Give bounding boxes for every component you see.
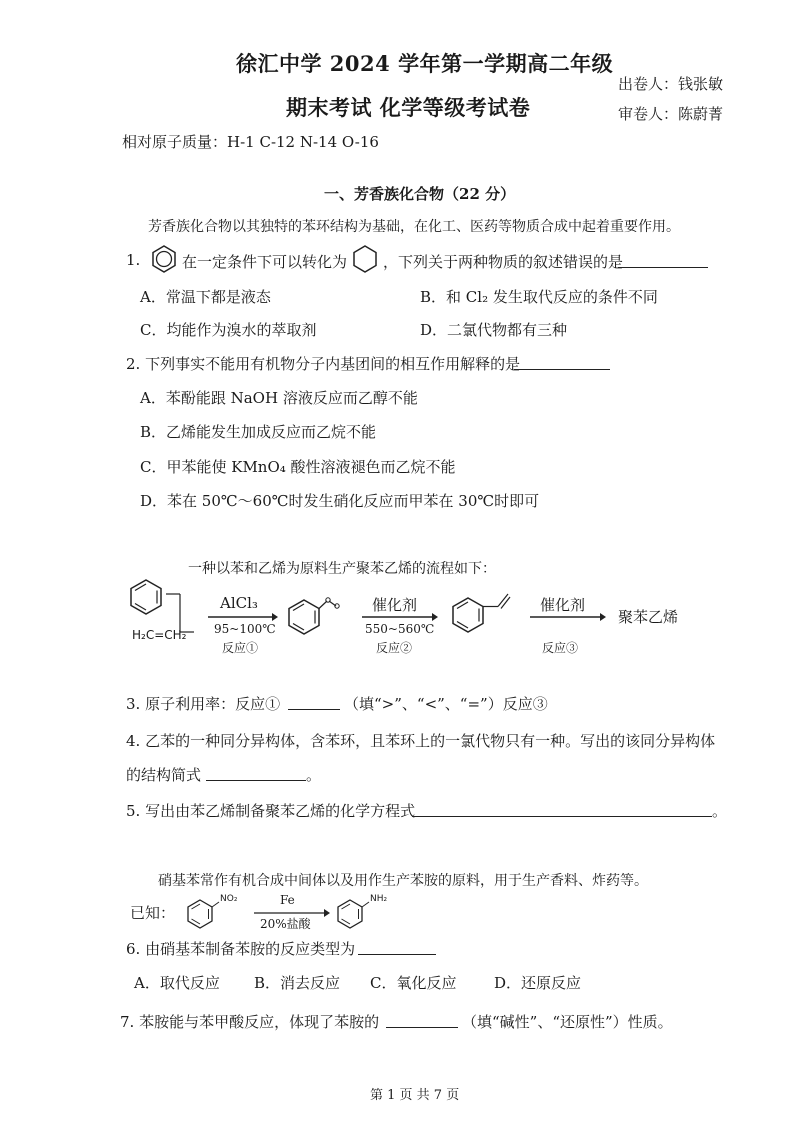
ethylbenzene-structure-icon [286, 592, 356, 642]
q4-answer-blank[interactable] [206, 765, 306, 781]
atomic-mass-line: 相对原子质量：H-1 C-12 N-14 O-16 [122, 133, 379, 151]
page-number: 第 1 页 共 7 页 [370, 1088, 460, 1103]
reduction-reagent-hcl: 20%盐酸 [260, 917, 311, 931]
q6-answer-blank[interactable] [358, 939, 436, 955]
q5-stem: 5. 写出由苯乙烯制备聚苯乙烯的化学方程式 [126, 802, 416, 820]
nitro-group-label: NO₂ [220, 894, 238, 904]
q5-answer-blank[interactable] [412, 801, 712, 817]
section-intro: 芳香族化合物以其独特的苯环结构为基础，在化工、医药等物质合成中起着重要作用。 [148, 219, 680, 235]
q4-stem-line1: 4. 乙苯的一种同分异构体，含苯环，且苯环上的一氯代物只有一种。写出的该同分异构体 [126, 732, 716, 750]
q5-end: 。 [712, 802, 728, 820]
flow-intro: 一种以苯和乙烯为原料生产聚苯乙烯的流程如下： [188, 561, 496, 577]
benzene-structure-icon [148, 243, 180, 275]
step2-reagent: 催化剂 [372, 596, 418, 614]
q7-stem-part1: 7. 苯胺能与苯甲酸反应，体现了苯胺的 [120, 1013, 380, 1031]
arrow-2-icon [362, 612, 438, 622]
q4-end: 。 [306, 766, 322, 784]
q3-answer-blank[interactable] [288, 694, 340, 710]
styrene-structure-icon [448, 588, 528, 640]
q6-option-b: B．消去反应 [254, 974, 341, 992]
step3-label: 反应③ [542, 641, 579, 655]
q6-option-d: D．还原反应 [494, 974, 582, 992]
q2-option-b: B．乙烯能发生加成反应而乙烷不能 [140, 423, 377, 441]
step1-reagent: AlCl₃ [220, 594, 258, 612]
q3-stem-part1: 3. 原子利用率：反应① [126, 695, 281, 713]
step1-temperature: 95~100℃ [214, 622, 276, 636]
exam-title-line1: 徐汇中学 2024 学年第一学期高二年级 [236, 51, 614, 76]
q1-stem-part2: ，下列关于两种物质的叙述错误的是 [383, 253, 624, 271]
step2-label: 反应② [376, 641, 413, 655]
q2-option-c: C．甲苯能使 KMnO₄ 酸性溶液褪色而乙烷不能 [140, 458, 456, 476]
nitro-intro: 硝基苯常作有机合成中间体以及用作生产苯胺的原料，用于生产香料、炸药等。 [158, 873, 648, 889]
q4-stem-line2: 的结构简式 [126, 766, 202, 784]
arrow-1-icon [208, 612, 278, 622]
step3-reagent: 催化剂 [540, 596, 586, 614]
q2-option-d: D．苯在 50℃～60℃时发生硝化反应而甲苯在 30℃时即可 [140, 492, 540, 510]
q2-stem: 2. 下列事实不能用有机物分子内基团间的相互作用解释的是 [126, 355, 521, 373]
reduction-reagent-fe: Fe [280, 893, 295, 907]
exam-reviewer: 审卷人：陈蔚菁 [618, 105, 724, 123]
cyclohexane-structure-icon [349, 243, 381, 275]
q1-option-d: D．二氯代物都有三种 [420, 321, 568, 339]
q6-option-c: C．氧化反应 [370, 974, 457, 992]
q2-answer-blank[interactable] [514, 354, 610, 370]
arrow-3-icon [530, 612, 606, 622]
q1-option-c: C．均能作为溴水的萃取剂 [140, 321, 317, 339]
q6-option-a: A．取代反应 [134, 974, 220, 992]
product-label: 聚苯乙烯 [618, 608, 679, 626]
q7-stem-part2: （填“碱性”、“还原性”）性质。 [462, 1013, 673, 1031]
exam-title-line2: 期末考试 化学等级考试卷 [286, 95, 531, 120]
step1-label: 反应① [222, 641, 259, 655]
section-heading: 一、芳香族化合物（22 分） [324, 185, 516, 203]
q1-stem-part1: 在一定条件下可以转化为 [182, 253, 348, 271]
q2-option-a: A．苯酚能跟 NaOH 溶液反应而乙醇不能 [140, 389, 418, 407]
q7-answer-blank[interactable] [386, 1012, 458, 1028]
q1-option-a: A．常温下都是液态 [140, 288, 271, 306]
q1-answer-blank[interactable] [618, 252, 708, 268]
exam-author: 出卷人：钱张敏 [618, 75, 724, 93]
q1-number: 1. [126, 251, 141, 269]
q6-stem: 6. 由硝基苯制备苯胺的反应类型为 [126, 940, 356, 958]
ethylene-label: H₂C=CH₂ [132, 628, 187, 642]
known-label: 已知： [130, 904, 176, 922]
step2-temperature: 550~560℃ [365, 622, 435, 636]
q1-option-b: B．和 Cl₂ 发生取代反应的条件不同 [420, 288, 658, 306]
q3-stem-part2: （填“>”、“<”、“=”）反应③ [344, 695, 548, 713]
amino-group-label: NH₂ [370, 894, 388, 904]
